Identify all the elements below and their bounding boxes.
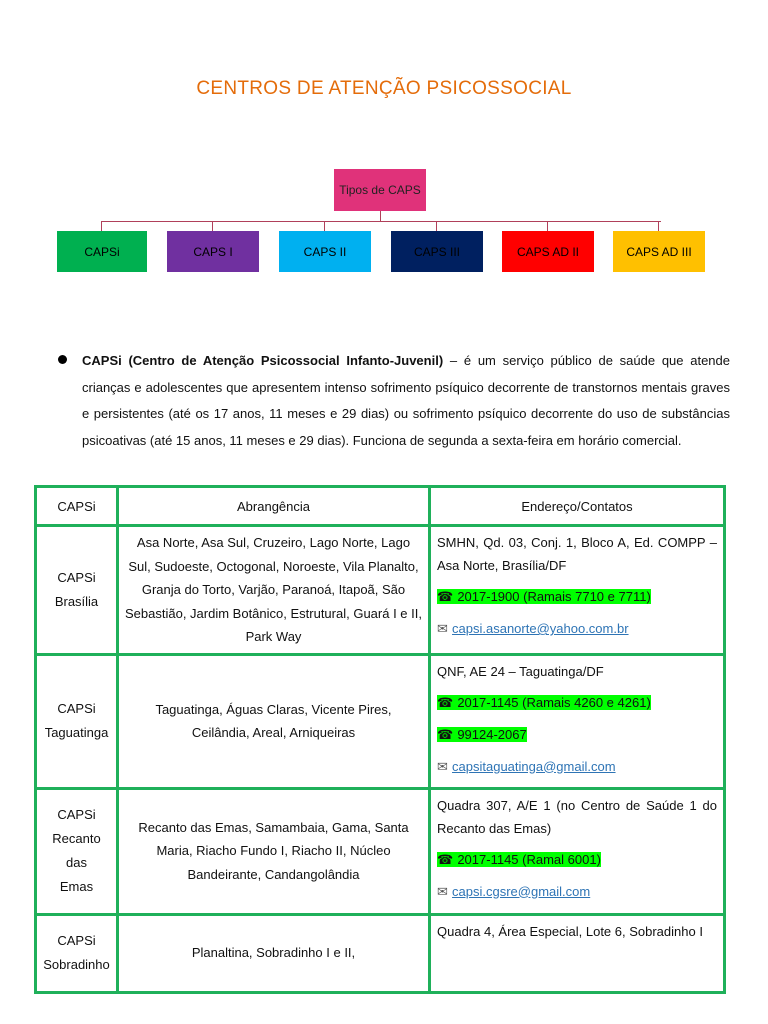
- envelope-icon: ✉: [437, 622, 453, 637]
- capsi-name-cell: [36, 914, 118, 992]
- capsi-name-line: Sobradinho: [43, 957, 110, 972]
- contact-cell: [430, 914, 725, 992]
- contact-cell: [430, 526, 725, 655]
- table-row: [36, 526, 725, 655]
- org-chart-root: Tipos de CAPS: [334, 169, 426, 211]
- address-text: SMHN, Qd. 03, Conj. 1, Bloco A, Ed. COMPP – Asa Norte, Brasília/DF: [437, 535, 717, 573]
- org-chart-connector-horizontal: [101, 221, 661, 222]
- phone-number: 2017-1145 (Ramais 4260 e 4261): [457, 694, 651, 710]
- email-link[interactable]: capsi.asanorte@yahoo.com.br: [452, 621, 629, 636]
- intro-term: CAPSi (Centro de Atenção Psicossocial Infanto-Juvenil): [82, 353, 444, 368]
- table-header-row: [36, 487, 725, 526]
- org-chart-connector-4: [436, 221, 437, 231]
- phone-icon: ☎: [437, 852, 458, 868]
- table-row: [36, 788, 725, 914]
- phone-number: 2017-1900 (Ramais 7710 e 7711): [457, 589, 651, 604]
- phone-icon: ☎: [437, 590, 458, 605]
- org-chart-connector-6: [658, 221, 659, 231]
- org-chart-child-caps-i: CAPS I: [167, 231, 259, 272]
- address-text: Quadra 4, Área Especial, Lote 6, Sobradinho I: [437, 923, 703, 939]
- abrangencia-cell: Recanto das Emas, Samambaia, Gama, Santa Maria, Riacho Fundo I, Riacho II, Núcleo Bandeirante, Candangolândia: [118, 788, 430, 914]
- contact-cell: [430, 654, 725, 788]
- capsi-name-line: Recanto das: [52, 831, 101, 870]
- phone-number: 99124-2067: [457, 726, 527, 742]
- capsi-name-cell: [36, 526, 118, 655]
- phone-highlight: [437, 727, 527, 742]
- table-row: [36, 654, 725, 788]
- email-line: [437, 755, 717, 779]
- phone-icon: ☎: [437, 727, 458, 743]
- capsi-name-cell: [36, 654, 118, 788]
- abrangencia-cell: Taguatinga, Águas Claras, Vicente Pires, Ceilândia, Areal, Arniqueiras: [118, 654, 430, 788]
- phone-highlight: [437, 589, 651, 604]
- address-text: QNF, AE 24 – Taguatinga/DF: [437, 663, 604, 679]
- org-chart-connector-5: [547, 221, 548, 231]
- phone-number: 2017-1145 (Ramal 6001): [457, 851, 601, 867]
- capsi-name-line: CAPSi: [57, 933, 96, 948]
- phone-line: [437, 723, 717, 747]
- header-abrangencia: Abrangência: [118, 487, 430, 526]
- capsi-name-line: Taguatinga: [44, 725, 109, 740]
- org-chart-child-capsi: CAPSi: [57, 231, 147, 272]
- bullet-point: [58, 355, 67, 364]
- org-chart-child-caps-ii: CAPS II: [279, 231, 371, 272]
- capsi-table: [34, 485, 726, 994]
- phone-line: [437, 691, 717, 715]
- email-link[interactable]: capsi.cgsre@gmail.com: [452, 883, 591, 899]
- capsi-name-line: Emas: [59, 879, 94, 894]
- intro-paragraph: [82, 348, 730, 454]
- capsi-name-line: Brasília: [54, 593, 99, 609]
- address-text: Quadra 307, A/E 1 (no Centro de Saúde 1 do Recanto das Emas): [437, 797, 717, 836]
- abrangencia-cell: Planaltina, Sobradinho I e II,: [118, 914, 430, 992]
- envelope-icon: ✉: [437, 884, 453, 900]
- org-chart-child-caps-ad-ii: CAPS AD II: [502, 231, 594, 272]
- intro-text: – é um serviço público de saúde que atende crianças e adolescentes que apresentem intenso sofrimento psíquico decorrente de transtornos mentais graves e persistentes (até os 17 anos, 11 meses e 29 dias) ou sofrimento psíquico decorrente do uso de substâncias psicoativas (até 15 anos, 11 meses e 29 dias). Funciona de segunda a sexta-feira em horário comercial.: [82, 353, 731, 448]
- header-endereco: Endereço/Contatos: [430, 487, 725, 526]
- capsi-name-cell: [36, 788, 118, 914]
- table-row: [36, 914, 725, 992]
- phone-line: [437, 585, 717, 609]
- org-chart-child-caps-iii: CAPS III: [391, 231, 483, 272]
- abrangencia-cell: Asa Norte, Asa Sul, Cruzeiro, Lago Norte, Lago Sul, Sudoeste, Octogonal, Noroeste, Vila Planalto, Granja do Torto, Varjão, Paranoá, Itapoã, São Sebastião, Jardim Botânico, Estrutural, Guará I e II, Park Way: [118, 526, 430, 655]
- email-link[interactable]: capsitaguatinga@gmail.com: [452, 758, 616, 774]
- phone-highlight: [437, 852, 601, 867]
- email-line: [437, 617, 717, 641]
- org-chart-child-caps-ad-iii: CAPS AD III: [613, 231, 705, 272]
- contact-cell: [430, 788, 725, 914]
- phone-icon: ☎: [437, 695, 458, 711]
- email-line: [437, 880, 717, 904]
- org-chart-connector-3: [324, 221, 325, 231]
- capsi-name-line: CAPSi: [57, 569, 96, 585]
- org-chart-connector-1: [101, 221, 102, 231]
- phone-line: [437, 848, 717, 872]
- org-chart-connector-vertical: [380, 211, 381, 221]
- org-chart-connector-2: [212, 221, 213, 231]
- phone-highlight: [437, 695, 651, 710]
- capsi-name-line: CAPSi: [57, 807, 96, 822]
- capsi-name-line: CAPSi: [57, 701, 96, 716]
- envelope-icon: ✉: [437, 759, 453, 775]
- header-capsi: CAPSi: [36, 487, 118, 526]
- page-title: CENTROS DE ATENÇÃO PSICOSSOCIAL: [196, 78, 572, 99]
